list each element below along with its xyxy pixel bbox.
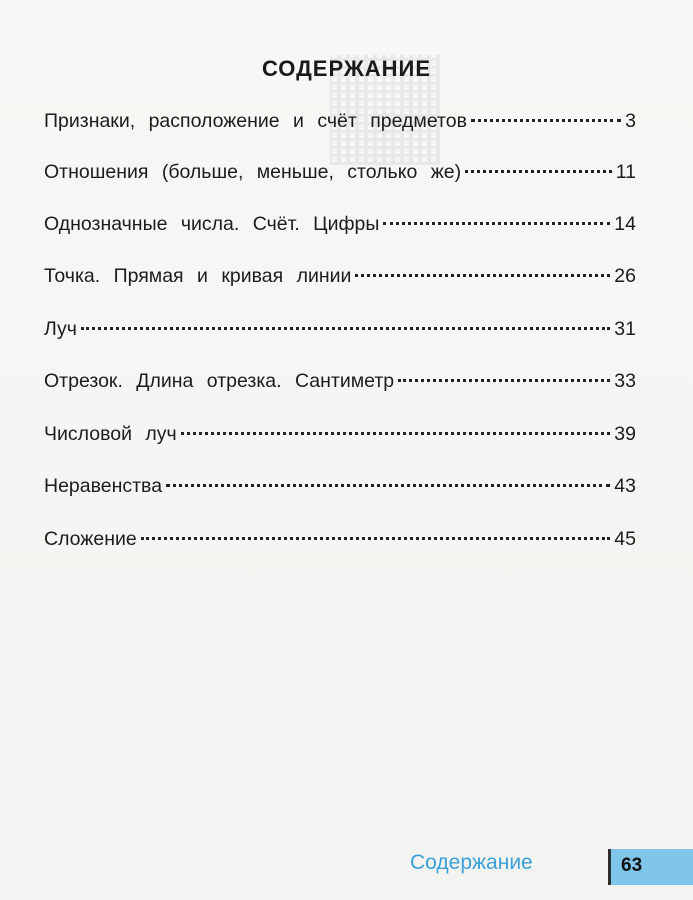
toc-entry[interactable]	[44, 469, 636, 503]
toc-entry-page: 33	[614, 370, 636, 392]
toc-entry[interactable]	[44, 522, 636, 556]
toc-entry[interactable]	[44, 155, 636, 189]
dot-leader	[355, 274, 610, 277]
toc-entry[interactable]	[44, 417, 636, 451]
dot-leader	[181, 432, 611, 435]
toc-entry-label: Признаки, расположение и счёт предметов	[44, 110, 467, 132]
toc-entry-label: Отношения (больше, меньше, столько же)	[44, 161, 462, 183]
toc-entry[interactable]	[44, 207, 636, 241]
dot-leader	[398, 379, 610, 382]
toc-entry-label: Точка. Прямая и кривая линии	[44, 265, 352, 287]
toc-entry-label: Отрезок. Длина отрезка. Сантиметр	[44, 370, 395, 392]
toc-entry-label: Сложение	[44, 528, 137, 550]
dot-leader	[465, 170, 612, 173]
page-number: 63	[621, 855, 643, 876]
toc-entry-page: 26	[614, 265, 636, 287]
dot-leader	[383, 222, 610, 225]
toc-entry-page: 11	[615, 161, 636, 183]
toc-entry[interactable]	[44, 312, 636, 346]
toc-entry-page: 43	[614, 475, 636, 497]
dot-leader	[471, 119, 621, 122]
toc-entry[interactable]	[44, 364, 636, 398]
toc-entry-page: 45	[614, 528, 636, 550]
page-number-tab	[608, 849, 693, 885]
toc-entry-label: Луч	[44, 318, 77, 340]
toc-entry-page: 14	[614, 213, 636, 235]
page-edge	[608, 885, 693, 900]
toc-entry-label: Неравенства	[44, 475, 163, 497]
toc-entry[interactable]	[44, 259, 636, 293]
footer-section-label: Содержание	[410, 851, 533, 874]
toc-entry[interactable]	[44, 104, 636, 138]
toc-entry-label: Числовой луч	[44, 423, 177, 445]
toc-entry-label: Однозначные числа. Счёт. Цифры	[44, 213, 380, 235]
dot-leader	[81, 327, 610, 330]
toc-entry-page: 3	[625, 110, 636, 132]
toc-entry-page: 31	[614, 318, 636, 340]
dot-leader	[141, 537, 611, 540]
dot-leader	[166, 484, 610, 487]
page-title: СОДЕРЖАНИЕ	[261, 56, 432, 81]
toc-entry-page: 39	[614, 423, 636, 445]
